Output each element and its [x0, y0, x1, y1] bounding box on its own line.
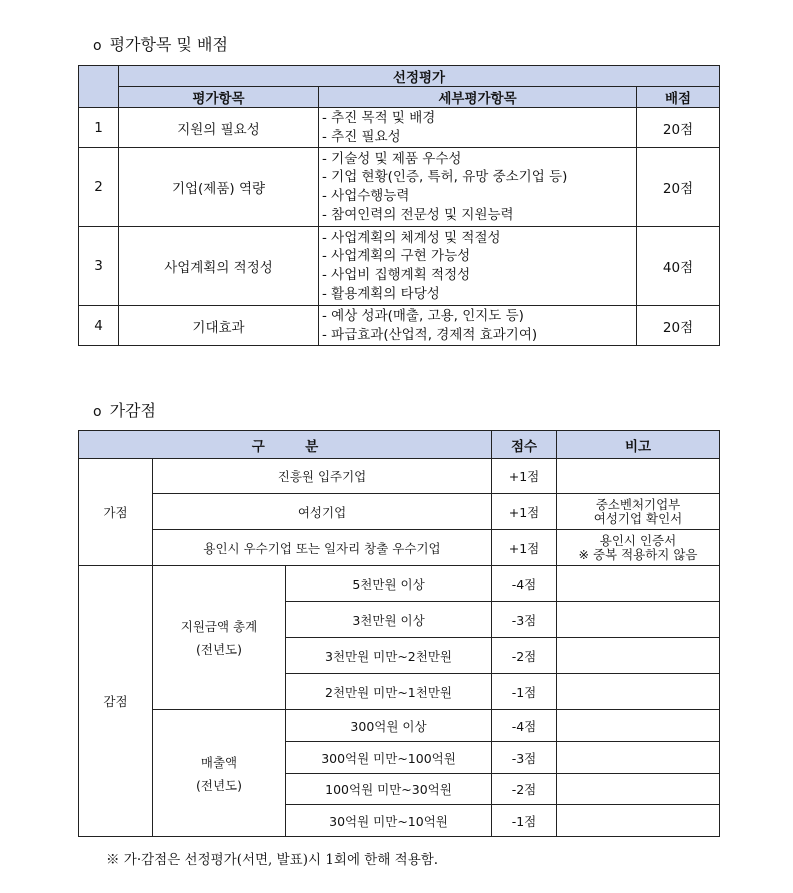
row-item: 기대효과 — [119, 306, 319, 346]
detail-line: - 참여인력의 전문성 및 지원능력 — [322, 206, 514, 223]
footnote: ※ 가·감점은 선정평가(서면, 발표)시 1회에 한해 적용함. — [106, 852, 439, 868]
penalty-remark — [557, 566, 720, 602]
section-title-scoring — [93, 32, 228, 55]
scoring-table — [78, 65, 720, 346]
detail-line: - 활용계획의 타당성 — [322, 285, 440, 302]
penalty-remark — [557, 805, 720, 837]
header-points: 점수 — [492, 431, 557, 459]
remark-line: 중소벤처기업부 — [595, 496, 681, 512]
group-name-line: (전년도) — [196, 642, 242, 657]
table-row — [79, 459, 720, 494]
bonus-points: +1점 — [492, 459, 557, 494]
header-detail: 세부평가항목 — [319, 87, 637, 108]
row-item: 사업계획의 적정성 — [119, 227, 319, 306]
penalty-points: -4점 — [492, 710, 557, 742]
table-row — [79, 530, 720, 566]
penalty-remark — [557, 638, 720, 674]
penalty-points: -3점 — [492, 742, 557, 774]
header-remarks: 비고 — [557, 431, 720, 459]
bonus-item: 진흥원 입주기업 — [153, 459, 492, 494]
row-number: 2 — [79, 148, 119, 227]
group-name-line: (전년도) — [196, 777, 242, 793]
row-number: 1 — [79, 108, 119, 148]
remark-line: ※ 중복 적용하지 않음 — [578, 546, 698, 562]
penalty-range: 2천만원 미만~1천만원 — [286, 674, 492, 710]
penalty-remark — [557, 710, 720, 742]
detail-line: - 파급효과(산업적, 경제적 효과기여) — [322, 326, 538, 343]
penalty-range: 300억원 미만~100억원 — [286, 742, 492, 774]
row-details — [319, 108, 637, 148]
detail-line: - 사업계획의 체계성 및 적절성 — [322, 229, 501, 246]
penalty-range: 100억원 미만~30억원 — [286, 774, 492, 805]
detail-line: - 기업 현황(인증, 특허, 유망 중소기업 등) — [322, 169, 568, 186]
detail-line: - 사업비 집행계획 적정성 — [322, 267, 471, 283]
penalty-points: -4점 — [492, 566, 557, 602]
penalty-range: 3천만원 미만~2천만원 — [286, 638, 492, 674]
row-details — [319, 148, 637, 227]
section-title-adjust — [93, 398, 156, 421]
row-item: 지원의 필요성 — [119, 108, 319, 148]
row-details — [319, 227, 637, 306]
penalty-group-name — [153, 566, 286, 710]
adjustment-table — [78, 430, 720, 837]
header-category: 구 분 — [79, 431, 492, 459]
header-score: 배점 — [637, 87, 720, 108]
row-score: 20점 — [637, 148, 720, 227]
bonus-points: +1점 — [492, 494, 557, 530]
penalty-range: 5천만원 이상 — [286, 566, 492, 602]
table-row — [79, 108, 720, 148]
penalty-remark — [557, 674, 720, 710]
remark-line: 여성기업 확인서 — [593, 510, 683, 526]
bonus-remark — [557, 494, 720, 530]
table-row — [79, 306, 720, 346]
group-header: 선정평가 — [119, 66, 720, 87]
row-score: 20점 — [637, 306, 720, 346]
penalty-points: -3점 — [492, 602, 557, 638]
remark-line: 용인시 인증서 — [599, 532, 677, 548]
penalty-remark — [557, 774, 720, 805]
detail-line: - 예상 성과(매출, 고용, 인지도 등) — [322, 307, 524, 324]
table-row — [79, 566, 720, 602]
penalty-points: -1점 — [492, 674, 557, 710]
detail-line: - 사업수행능력 — [322, 188, 410, 204]
penalty-range: 300억원 이상 — [286, 710, 492, 742]
group-name-line: 매출액 — [200, 754, 238, 770]
penalty-points: -2점 — [492, 774, 557, 805]
row-score: 20점 — [637, 108, 720, 148]
corner-cell — [79, 66, 119, 108]
table-row — [79, 227, 720, 306]
penalty-range: 3천만원 이상 — [286, 602, 492, 638]
bonus-remark — [557, 459, 720, 494]
bonus-points: +1점 — [492, 530, 557, 566]
penalty-remark — [557, 742, 720, 774]
detail-line: - 추진 필요성 — [322, 128, 401, 145]
bullet-icon: o — [93, 404, 102, 420]
row-number: 4 — [79, 306, 119, 346]
detail-line: - 사업계획의 구현 가능성 — [322, 248, 471, 265]
row-score: 40점 — [637, 227, 720, 306]
bonus-remark — [557, 530, 720, 566]
table-row — [79, 710, 720, 742]
section-title-text: 가감점 — [109, 401, 156, 420]
row-details — [319, 306, 637, 346]
bonus-item: 여성기업 — [153, 494, 492, 530]
table-row — [79, 148, 720, 227]
row-number: 3 — [79, 227, 119, 306]
penalty-group-name — [153, 710, 286, 837]
table-row — [79, 494, 720, 530]
row-item: 기업(제품) 역량 — [119, 148, 319, 227]
penalty-range: 30억원 미만~10억원 — [286, 805, 492, 837]
detail-line: - 기술성 및 제품 우수성 — [322, 150, 462, 167]
penalty-points: -2점 — [492, 638, 557, 674]
penalty-remark — [557, 602, 720, 638]
bonus-item: 용인시 우수기업 또는 일자리 창출 우수기업 — [153, 530, 492, 566]
header-item: 평가항목 — [119, 87, 319, 108]
detail-line: - 추진 목적 및 배경 — [322, 109, 436, 126]
group-name-line: 지원금액 총계 — [180, 619, 258, 634]
section-title-text: 평가항목 및 배점 — [109, 35, 228, 54]
bonus-label: 가점 — [79, 459, 153, 566]
penalty-points: -1점 — [492, 805, 557, 837]
penalty-label: 감점 — [79, 566, 153, 837]
bullet-icon: o — [93, 38, 102, 54]
